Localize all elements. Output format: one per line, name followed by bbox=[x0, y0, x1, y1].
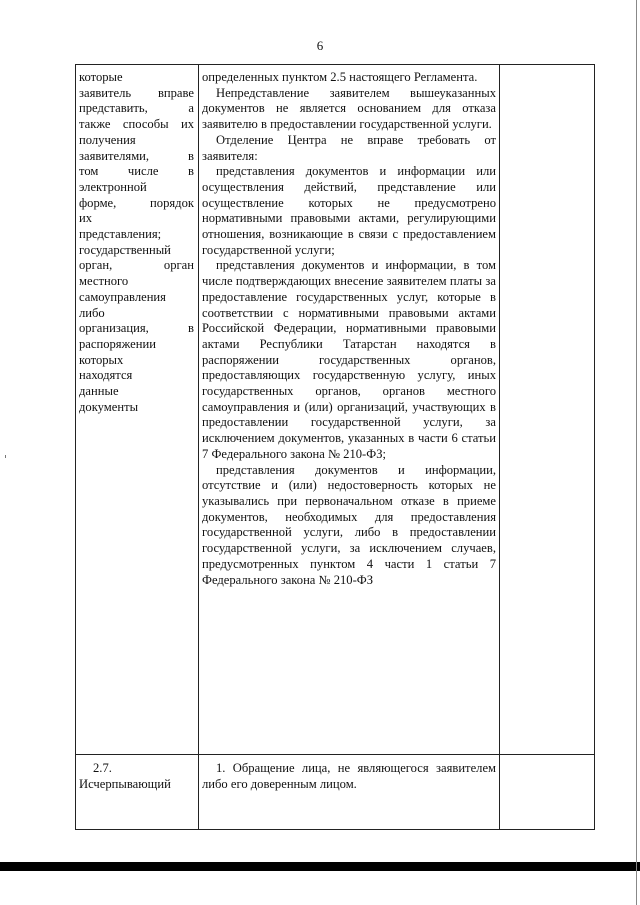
requirements-table bbox=[75, 64, 595, 830]
row1-col1-line: их bbox=[79, 211, 93, 226]
row1-col1-line: орган, орган bbox=[79, 258, 194, 273]
table-border-bottom bbox=[75, 829, 595, 830]
scan-edge-line bbox=[636, 0, 637, 905]
page-number: 6 bbox=[316, 38, 324, 53]
row1-col1-line: которых bbox=[79, 352, 124, 367]
scan-artifact bbox=[5, 455, 6, 458]
section-heading: Исчерпывающий bbox=[79, 776, 171, 791]
table-row-divider bbox=[75, 754, 595, 755]
row1-col1-line: представить, а bbox=[79, 101, 194, 116]
row1-col1-line: документы bbox=[79, 399, 139, 414]
paragraph: Отделение Центра не вправе требовать от заявителя: bbox=[202, 132, 496, 163]
row1-col1-line: государственный bbox=[79, 242, 171, 257]
table-border-left bbox=[75, 64, 76, 830]
section-number: 2.7. bbox=[93, 761, 112, 775]
row1-col1-line: получения bbox=[79, 132, 136, 147]
row1-col1-line: организация, в bbox=[79, 321, 194, 336]
paragraph: представления документов и информации, отсутствие и (или) недостоверность которых не указывались при первоначальном отказе в приеме документов, необходимых для предоставления государственной услуги, либо в предоставлении государственной услуги, за исключением случаев, предусмотренных пунктом 4 части 1 статьи 7 Федерального закона № 210-ФЗ bbox=[202, 462, 496, 587]
row1-col1-line: том числе в bbox=[79, 164, 194, 179]
row1-col1-line: представления; bbox=[79, 227, 162, 242]
row1-col2 bbox=[202, 70, 496, 588]
row1-col1-line: также способы их bbox=[79, 117, 194, 132]
row1-col1-line: которые bbox=[79, 70, 123, 84]
table-border-top bbox=[75, 64, 595, 65]
table-border-right bbox=[594, 64, 595, 830]
paragraph: представления документов и информации или осуществления действий, представление или осуществление которых не предусмотрено нормативными правовыми актами, регулирующими отношения, возникающие в связи с предоставлением государственной услуги; bbox=[202, 164, 496, 257]
row1-col1 bbox=[79, 70, 194, 415]
row1-col1-line: заявителями, в bbox=[79, 148, 194, 163]
paragraph: 1. Обращение лица, не являющегося заявителем либо его доверенным лицом. bbox=[202, 761, 496, 791]
paragraph: определенных пунктом 2.5 настоящего Регламента. bbox=[202, 70, 478, 84]
paragraph: Непредставление заявителем вышеуказанных документов не является основанием для отказа заявителю в предоставлении государственной услуги. bbox=[202, 85, 496, 132]
row1-col1-line: либо bbox=[79, 305, 105, 320]
row1-col1-line: электронной bbox=[79, 179, 147, 194]
paragraph: представления документов и информации, в том числе подтверждающих внесение заявителем платы за предоставление государственных услуг, которые в соответствии с нормативными правовыми актами Российской Федерации, нормативными правовыми актами Республики Татарстан находятся в распоряжении государственных органов, предоставляющих государственную услугу, иных государственных органов, органов местного самоуправления и (или) организаций, участвующих в предоставлении государственной услуги, за исключением документов, указанных в части 6 статьи 7 Федерального закона № 210-ФЗ; bbox=[202, 258, 496, 461]
row2-col2 bbox=[202, 761, 496, 792]
row1-col1-line: находятся bbox=[79, 368, 133, 383]
table-border-col1 bbox=[198, 64, 199, 830]
row2-col1 bbox=[79, 761, 194, 792]
scan-black-bar bbox=[0, 862, 640, 871]
row1-col1-line: данные bbox=[79, 384, 119, 399]
table-border-col2 bbox=[499, 64, 500, 830]
row1-col1-line: форме, порядок bbox=[79, 195, 194, 210]
row1-col1-line: распоряжении bbox=[79, 336, 156, 351]
row1-col1-line: местного bbox=[79, 274, 129, 289]
row1-col1-line: заявитель вправе bbox=[79, 85, 194, 100]
row1-col1-line: самоуправления bbox=[79, 289, 166, 304]
